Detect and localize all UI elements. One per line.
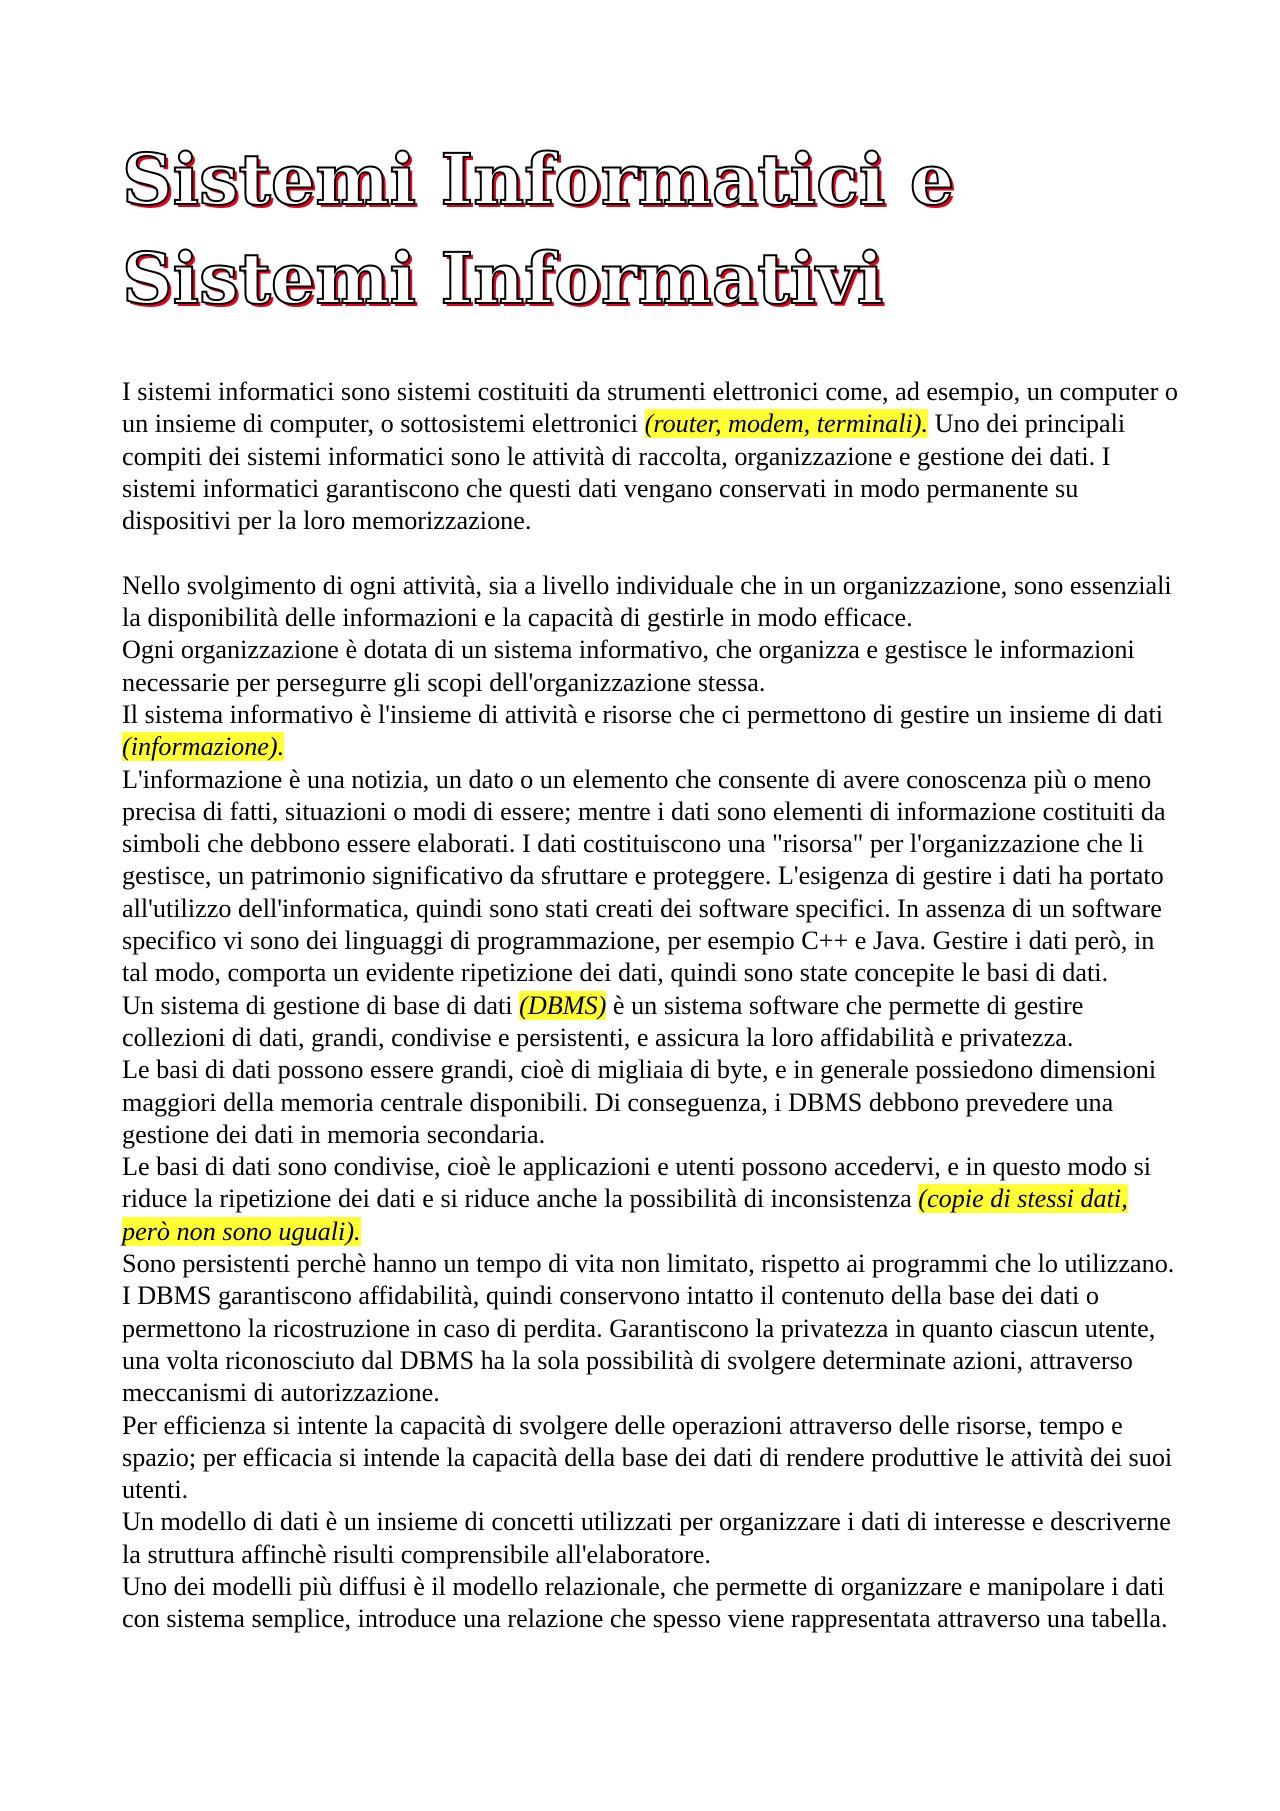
paragraph-modello-dati: Un modello di dati è un insieme di concetti utilizzati per organizzare i dati di interesse e descriverne la struttura affinchè risulti comprensibile all'elaboratore.: [122, 1507, 1171, 1569]
highlighted-text: (informazione).: [122, 732, 285, 762]
text-run: I sistemi informatici sono sistemi costituiti da strumenti elettronici come, ad esempio, un computer o un insieme di computer, o sottosistemi elettronici: [122, 377, 1179, 439]
title-line-2: Sistemi Informativi: [122, 237, 884, 320]
title-line-1: Sistemi Informatici e: [122, 138, 955, 221]
document-page: [122, 130, 1182, 1636]
paragraph-basi-condivise: [122, 1151, 1182, 1248]
paragraph-sistemi-informatici: [122, 376, 1182, 537]
paragraph-informazione: L'informazione è una notizia, un dato o un elemento che consente di avere conoscenza più o meno precisa di fatti, situazioni o modi di essere; mentre i dati sono elementi di informazione costituiti da simboli che debbono essere elaborati. I dati costituiscono una "risorsa" per l'organizzazione che li gestisce, un patrimonio significativo da sfruttare e proteggere. L'esigenza di gestire i dati ha portato all'utilizzo dell'informatica, quindi sono stati creati dei software specifici. In assenza di un software specifico vi sono dei linguaggi di programmazione, per esempio C++ e Java. Gestire i dati però, in tal modo, comporta un evidente ripetizione dei dati, quindi sono state concepite le basi di dati.: [122, 764, 1166, 988]
text-run: è un sistema software che permette di gestire collezioni di dati, grandi, condivise e persistenti, e assicura la loro affidabilità e privatezza.: [122, 990, 1084, 1052]
highlighted-text: (copie di stessi dati, però non sono uguali).: [122, 1184, 1128, 1246]
paragraph-svolgimento: Nello svolgimento di ogni attività, sia a livello individuale che in un organizzazione, sono essenziali la disponibilità delle informazioni e la capacità di gestirle in modo efficace.: [122, 570, 1172, 633]
highlighted-text: (DBMS): [519, 990, 607, 1020]
paragraph-sistema-informativo: [122, 699, 1182, 764]
paragraph-persistenti: Sono persistenti perchè hanno un tempo di vita non limitato, rispetto ai programmi che lo utilizzano. I DBMS garantiscono affidabilità, quindi conservono intatto il contenuto della base dei dati o permettono la ricostruzione in caso di perdita. Garantiscono la privatezza in quanto ciascun utente, una volta riconosciuto dal DBMS ha la sola possibilità di svolgere determinate azioni, attraverso meccanismi di autorizzazione.: [122, 1249, 1175, 1408]
paragraph-efficienza: Per efficienza si intente la capacità di svolgere delle operazioni attraverso delle risorse, tempo e spazio; per efficacia si intende la capacità della base dei dati di rendere produttive le attività dei suoi utenti.: [122, 1410, 1173, 1505]
text-run: Un sistema di gestione di base di dati: [122, 990, 520, 1020]
paragraph-dbms: [122, 990, 1182, 1055]
paragraph-organizzazione: Ogni organizzazione è dotata di un sistema informativo, che organizza e gestisce le informazioni necessarie per persegurre gli scopi dell'organizzazione stessa.: [122, 635, 1135, 697]
text-run: Uno dei principali compiti dei sistemi informatici sono le attività di raccolta, organizzazione e gestione dei dati. I sistemi informatici garantiscono che questi dati vengano conservati in modo permanente su dispositivi per la loro memorizzazione.: [122, 409, 1126, 536]
document-body: [122, 376, 1182, 1636]
paragraph-basi-grandi: Le basi di dati possono essere grandi, cioè di migliaia di byte, e in generale possiedono dimensioni maggiori della memoria centrale disponibili. Di conseguenza, i DBMS debbono prevedere una gestione dei dati in memoria secondaria.: [122, 1055, 1157, 1149]
text-run: Il sistema informativo è l'insieme di attività e risorse che ci permettono di gestire un insieme di dati: [122, 699, 1164, 729]
highlighted-text: (router, modem, terminali).: [644, 409, 929, 439]
text-run: Le basi di dati sono condivise, cioè le applicazioni e utenti possono accedervi, e in questo modo si riduce la ripetizione dei dati e si riduce anche la possibilità di inconsistenza: [122, 1152, 1152, 1214]
paragraph-modello-relazionale: Uno dei modelli più diffusi è il modello relazionale, che permette di organizzare e manipolare i dati con sistema semplice, introduce una relazione che spesso viene rappresentata attraverso una tabella.: [122, 1571, 1168, 1634]
document-title: [122, 130, 1182, 328]
